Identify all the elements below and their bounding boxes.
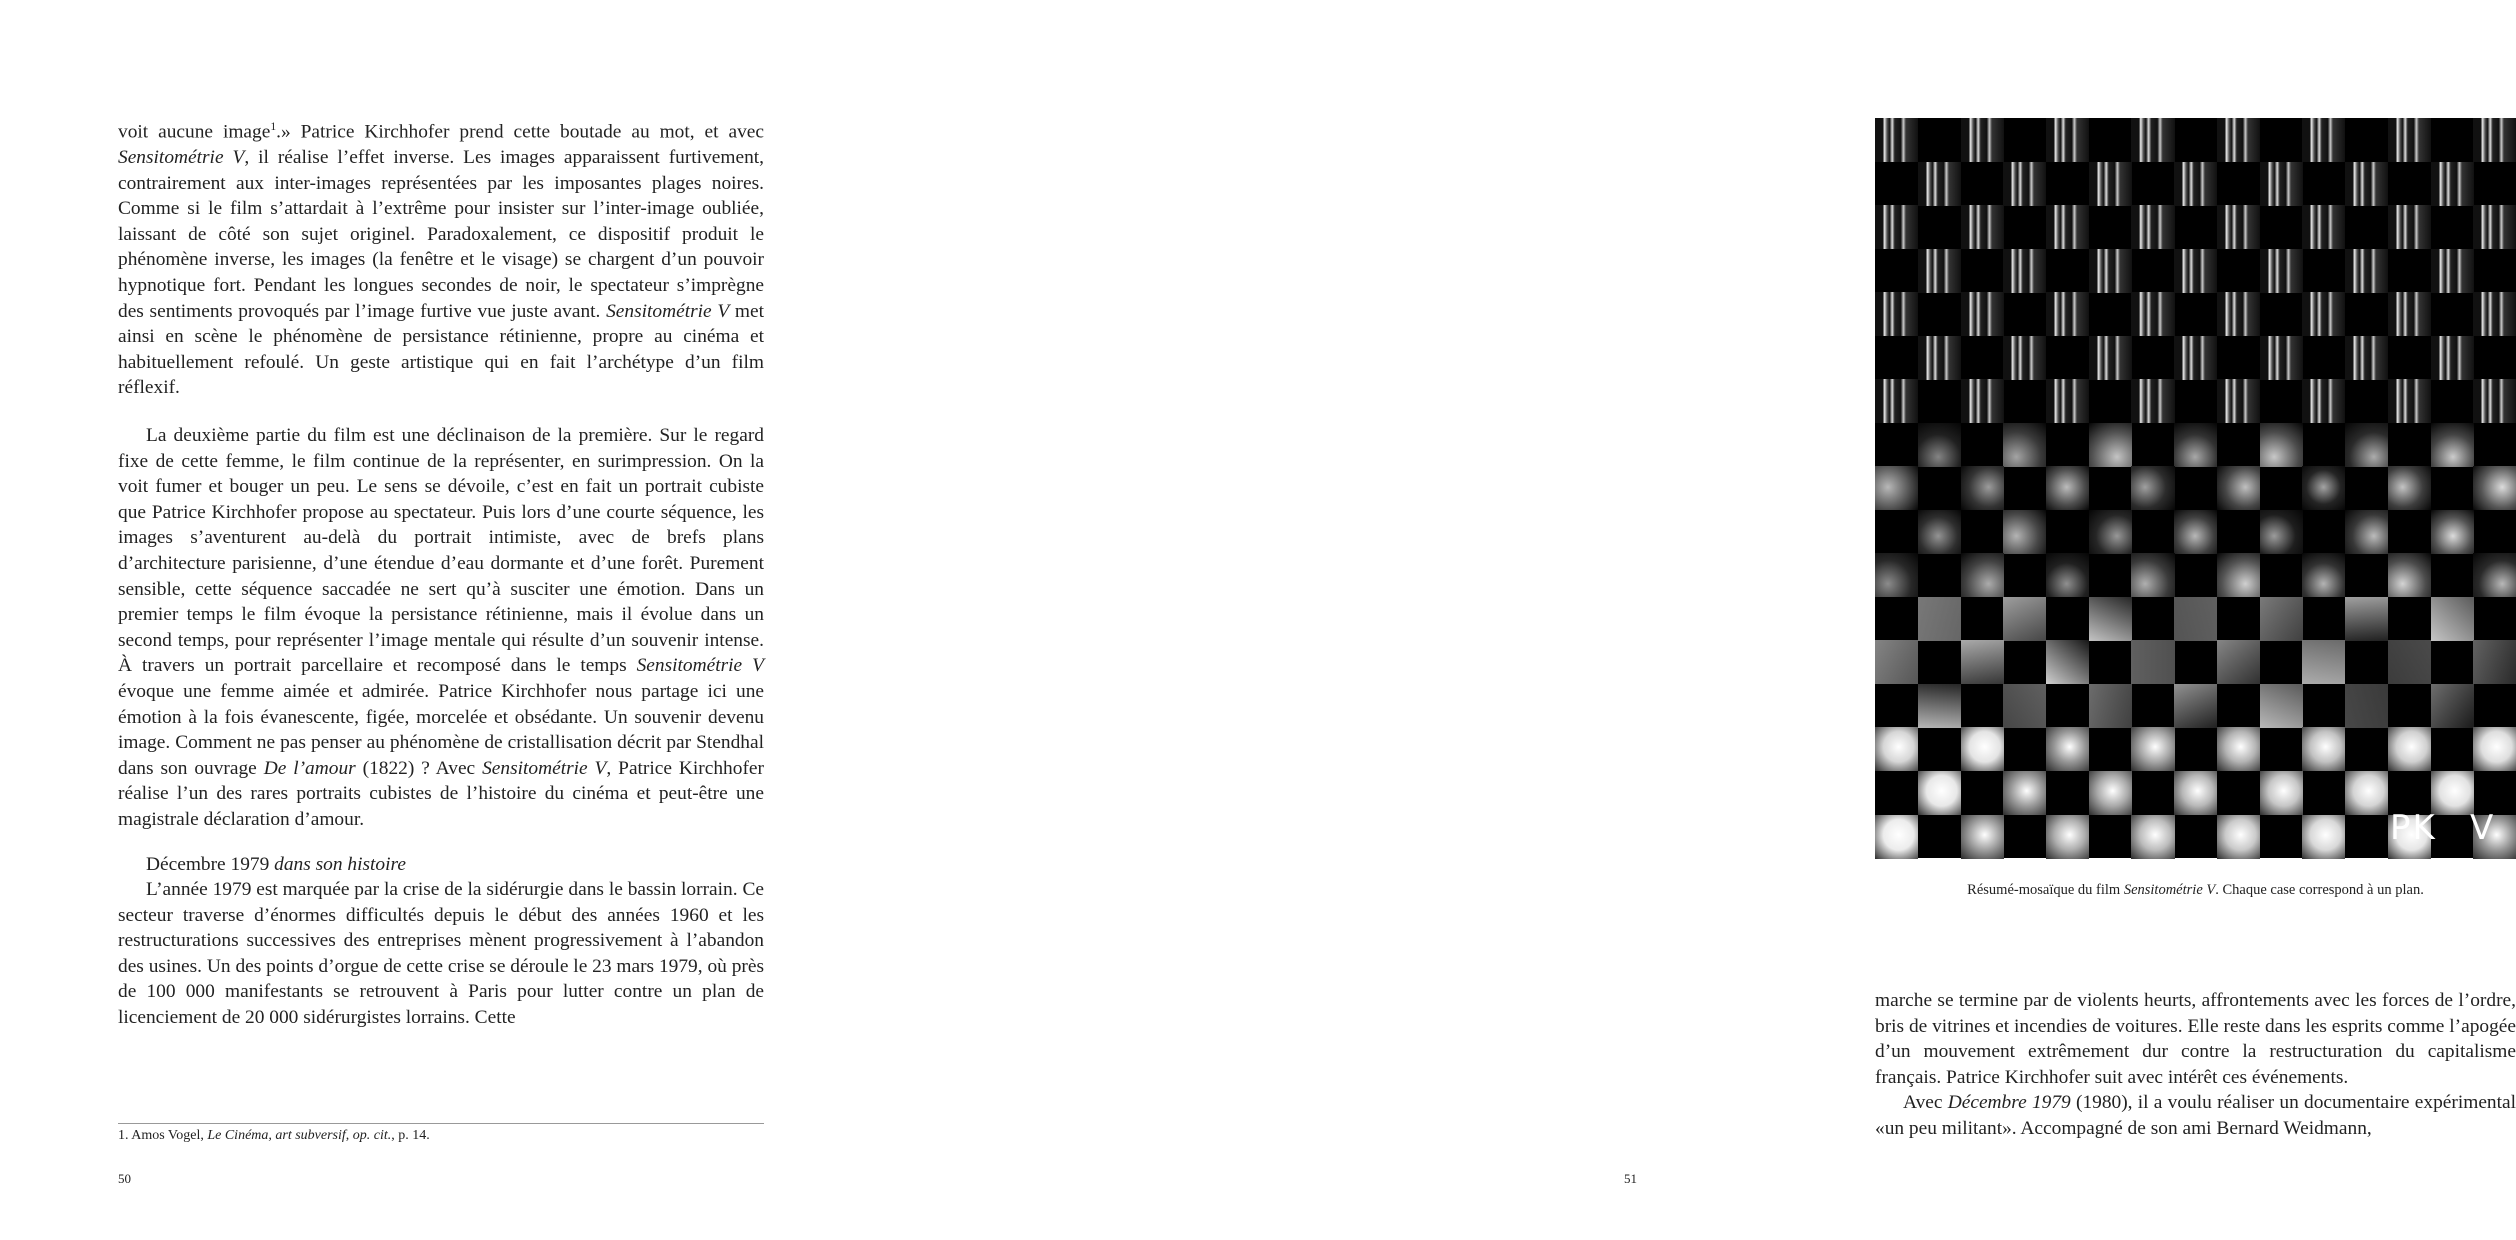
mosaic-tile	[2046, 466, 2089, 510]
mosaic-tile	[2345, 162, 2388, 206]
mosaic-tile	[2260, 684, 2303, 728]
mosaic-tile	[1918, 510, 1961, 554]
mosaic-tile	[1918, 162, 1961, 206]
mosaic-tile	[1875, 118, 1918, 162]
mosaic-tile	[2089, 249, 2132, 293]
mosaic-tile	[2473, 553, 2516, 597]
mosaic-tile	[2260, 510, 2303, 554]
mosaic-tile	[2431, 684, 2474, 728]
page-number-left: 50	[118, 1171, 131, 1186]
mosaic-tile	[2302, 205, 2345, 249]
paragraph: marche se termine par de violents heurts, affrontements avec les forces de l’ordre, bris de vitrines et incendies de voitures. Elle reste dans les esprits comme l’apogée d’un mouvement extrêmement dur contre la restructuration du capitalisme français. Patrice Kirchhofer suit avec intérêt ces événements.	[1875, 990, 2516, 1088]
mosaic-tile	[2217, 640, 2260, 684]
mosaic-tile	[2302, 118, 2345, 162]
mosaic-tile	[1961, 379, 2004, 423]
mosaic-tile	[2174, 771, 2217, 815]
mosaic-tile	[2431, 423, 2474, 467]
mosaic-tile	[2131, 205, 2174, 249]
mosaic-tile	[2345, 597, 2388, 641]
section-heading: Décembre 1979 dans son histoire	[146, 853, 406, 875]
mosaic-tile	[2302, 815, 2345, 859]
mosaic-tile	[2003, 597, 2046, 641]
mosaic-tile	[2174, 336, 2217, 380]
mosaic-tile	[2431, 249, 2474, 293]
mosaic-tile	[1875, 815, 1918, 859]
mosaic-tile	[2217, 292, 2260, 336]
mosaic-tile	[2388, 466, 2431, 510]
mosaic-tile	[1918, 423, 1961, 467]
mosaic-tile	[2260, 597, 2303, 641]
film-mosaic-image	[1875, 118, 2516, 858]
mosaic-tile	[2217, 205, 2260, 249]
mosaic-tile	[2217, 118, 2260, 162]
mosaic-tile	[1875, 553, 1918, 597]
mosaic-tile	[2431, 510, 2474, 554]
mosaic-tile	[2003, 771, 2046, 815]
mosaic-tile	[2473, 640, 2516, 684]
mosaic-tile	[1875, 727, 1918, 771]
mosaic-tile	[2431, 597, 2474, 641]
mosaic-tile	[2131, 553, 2174, 597]
mosaic-tile	[2217, 727, 2260, 771]
mosaic-tile	[2473, 118, 2516, 162]
mosaic-tile	[2388, 727, 2431, 771]
mosaic-tile	[2046, 118, 2089, 162]
signature-numeral: V	[2470, 808, 2496, 848]
mosaic-tile	[2260, 336, 2303, 380]
paragraph: Avec Décembre 1979 (1980), il a voulu réaliser un documentaire expérimental «un peu militant». Accompagné de son ami Bernard Weidmann,	[1875, 1092, 2516, 1139]
mosaic-tile	[2174, 597, 2217, 641]
mosaic-tile	[2345, 249, 2388, 293]
mosaic-tile	[2089, 510, 2132, 554]
mosaic-tile	[2431, 336, 2474, 380]
mosaic-tile	[2345, 336, 2388, 380]
mosaic-tile	[1961, 553, 2004, 597]
paragraph: L’année 1979 est marquée par la crise de la sidérurgie dans le bassin lorrain. Ce secteur traverse d’énormes difficultés depuis le début des années 1960 et les restructurations successives des entreprises mènent progressivement à l’abandon des usines. Un des points d’orgue de cette crise se déroule le 23 mars 1979, où près de 100 000 manifestants se retrouvent à Paris pour lutter contre un plan de licenciement de 20 000 sidérurgistes lorrains. Cette	[118, 879, 764, 1029]
mosaic-tile	[2473, 379, 2516, 423]
mosaic-tile	[2174, 423, 2217, 467]
mosaic-tile	[2046, 727, 2089, 771]
figure-caption: Résumé-mosaïque du film Sensitométrie V. Chaque case correspond à un plan.	[1967, 882, 2424, 898]
mosaic-tile	[1875, 205, 1918, 249]
footnote-rule	[118, 1123, 764, 1124]
mosaic-tile	[2345, 423, 2388, 467]
mosaic-tile	[2003, 684, 2046, 728]
mosaic-tile	[2345, 771, 2388, 815]
mosaic-tile	[2174, 684, 2217, 728]
left-page	[0, 0, 874, 1240]
footnote: 1. Amos Vogel, Le Cinéma, art subversif, op. cit., p. 14.	[118, 1128, 430, 1143]
mosaic-tile	[2302, 466, 2345, 510]
mosaic-tile	[2431, 771, 2474, 815]
mosaic-tile	[2174, 249, 2217, 293]
mosaic-tile	[1875, 640, 1918, 684]
mosaic-tile	[1961, 292, 2004, 336]
mosaic-tile	[1961, 727, 2004, 771]
mosaic-tile	[2089, 597, 2132, 641]
mosaic-tile	[2302, 640, 2345, 684]
right-page	[874, 0, 2516, 1240]
mosaic-tile	[2217, 379, 2260, 423]
mosaic-tile	[2046, 553, 2089, 597]
mosaic-tile	[1918, 249, 1961, 293]
mosaic-tile	[2131, 466, 2174, 510]
mosaic-tile	[1961, 466, 2004, 510]
mosaic-tile	[1918, 684, 1961, 728]
mosaic-tile	[2003, 249, 2046, 293]
mosaic-tile	[2260, 423, 2303, 467]
mosaic-tile	[2473, 466, 2516, 510]
mosaic-tile	[2388, 553, 2431, 597]
mosaic-tile	[2388, 118, 2431, 162]
mosaic-tile	[2217, 553, 2260, 597]
mosaic-tile	[2345, 510, 2388, 554]
mosaic-tile	[2131, 118, 2174, 162]
mosaic-tile	[1918, 771, 1961, 815]
mosaic-tile	[1875, 292, 1918, 336]
right-body-text	[1875, 988, 2516, 1142]
mosaic-tile	[1961, 205, 2004, 249]
mosaic-tile	[2174, 162, 2217, 206]
paragraph: voit aucune image$^1$.» Patrice Kirchhofer prend cette boutade au mot, et avec Sensitométrie V, il réalise l’effet inverse. Les images apparaissent furtivement, contrairement aux inter-images représentées par les imposantes plages noires. Comme si le film s’attardait à l’extrême pour insister sur l’inter-image oubliée, laissant de côté son sujet originel. Paradoxalement, ce dispositif produit le phénomène inverse, les images (la fenêtre et le visage) se chargent d’un pouvoir hypnotique fort. Pendant les longues secondes de noir, le spectateur s’imprègne des sentiments provoqués par l’image furtive vue juste avant. Sensitométrie V met ainsi en scène le phénomène de persistance rétinienne, propre au cinéma et habituellement refoulé. Un geste artistique qui en fait l’archétype d’un film réflexif.	[118, 120, 764, 399]
mosaic-tile	[2089, 162, 2132, 206]
signature-initials: PK	[2390, 808, 2437, 848]
mosaic-tile	[2131, 640, 2174, 684]
mosaic-tile	[2046, 379, 2089, 423]
mosaic-tile	[2131, 727, 2174, 771]
mosaic-tile	[2388, 205, 2431, 249]
mosaic-tile	[2131, 379, 2174, 423]
mosaic-tile	[2302, 379, 2345, 423]
mosaic-tile	[2302, 553, 2345, 597]
mosaic-tile	[2302, 727, 2345, 771]
mosaic-tile	[1961, 815, 2004, 859]
mosaic-tile	[2302, 292, 2345, 336]
mosaic-tile	[1918, 336, 1961, 380]
mosaic-tile	[2388, 640, 2431, 684]
page-number-right: 51	[1624, 1171, 1637, 1186]
left-body-text	[118, 114, 764, 1031]
mosaic-tile	[2388, 379, 2431, 423]
mosaic-tile	[2046, 205, 2089, 249]
mosaic-tile	[1961, 118, 2004, 162]
mosaic-tile	[1961, 640, 2004, 684]
mosaic-tile	[2217, 466, 2260, 510]
mosaic-tile	[1875, 466, 1918, 510]
mosaic-tile	[2003, 336, 2046, 380]
mosaic-tile	[2131, 292, 2174, 336]
mosaic-tile	[2003, 162, 2046, 206]
mosaic-tile	[2473, 205, 2516, 249]
mosaic-tile	[2174, 510, 2217, 554]
mosaic-tile	[2345, 684, 2388, 728]
mosaic-tile	[2046, 640, 2089, 684]
mosaic-tile	[2473, 292, 2516, 336]
mosaic-tile	[2260, 162, 2303, 206]
mosaic-tile	[2089, 423, 2132, 467]
mosaic-tile	[2260, 249, 2303, 293]
paragraph: La deuxième partie du film est une déclinaison de la première. Sur le regard fixe de cette femme, le film continue de la représenter, en surimpression. On la voit fumer et bouger un peu. Le sens se dévoile, c’est en fait un portrait cubiste que Patrice Kirchhofer propose au spectateur. Puis lors d’une courte séquence, les images s’aventurent au-delà du portrait intimiste, avec de brefs plans d’architecture parisienne, d’une étendue d’eau dormante et d’une forêt. Purement sensible, cette séquence saccadée ne sert qu’à susciter une émotion. Dans un premier temps le film évoque la persistance rétinienne, mais il évolue dans un second temps, pour représenter l’image mentale qui résulte d’un souvenir intense. À travers un portrait parcellaire et recomposé dans le temps Sensitométrie V évoque une femme aimée et admirée. Patrice Kirchhofer nous partage ici une émotion à la fois évanescente, figée, morcelée et obsédante. Un souvenir devenu image. Comment ne pas penser au phénomène de cristallisation décrit par Stendhal dans son ouvrage De l’amour (1822) ? Avec Sensitométrie V, Patrice Kirchhofer réalise l’un des rares portraits cubistes de l’histoire du cinéma et peut-être une magistrale déclaration d’amour.	[118, 425, 764, 830]
mosaic-tile	[2089, 771, 2132, 815]
mosaic-tile	[2217, 815, 2260, 859]
mosaic-tile	[2089, 336, 2132, 380]
mosaic-tile	[2003, 423, 2046, 467]
mosaic-tile	[1918, 597, 1961, 641]
mosaic-tile	[2131, 815, 2174, 859]
mosaic-tile	[2473, 727, 2516, 771]
mosaic-tile	[2046, 292, 2089, 336]
mosaic-tile	[2388, 292, 2431, 336]
mosaic-tile	[2046, 815, 2089, 859]
mosaic-tile	[2089, 684, 2132, 728]
mosaic-tile	[1875, 379, 1918, 423]
mosaic-tile	[2260, 771, 2303, 815]
mosaic-tile	[2003, 510, 2046, 554]
mosaic-tile	[2431, 162, 2474, 206]
